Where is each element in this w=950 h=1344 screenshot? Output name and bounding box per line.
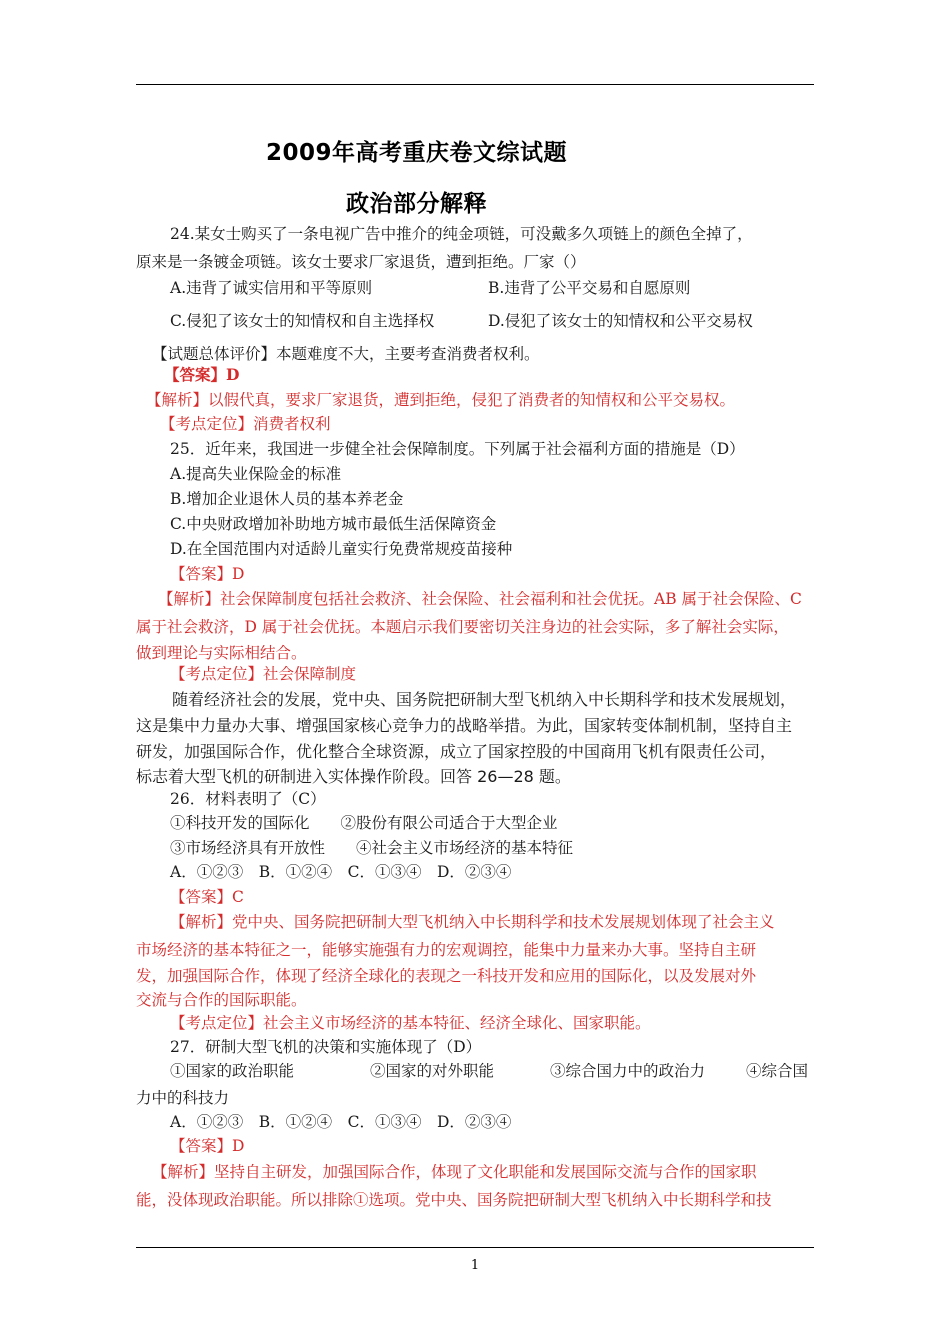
q27-analysis-line2: 能，没体现政治职能。所以排除①选项。党中央、国务院把研制大型飞机纳入中长期科学和技	[136, 1191, 772, 1209]
q26-analysis-line3: 发，加强国际合作，体现了经济全球化的表现之一科技开发和应用的国际化，以及发展对外	[136, 967, 757, 985]
q25-option-d: D.在全国范围内对适龄儿童实行免费常规疫苗接种	[170, 540, 513, 558]
page-subtitle: 政治部分解释	[346, 191, 487, 217]
q27-analysis-line1: 【解析】坚持自主研发，加强国际合作，体现了文化职能和发展国际交流与合作的国家职	[152, 1163, 757, 1181]
material-line1: 随着经济社会的发展，党中央、国务院把研制大型飞机纳入中长期科学和技术发展规划，	[172, 690, 797, 709]
q24-option-d: D.侵犯了该女士的知情权和公平交易权	[488, 312, 753, 330]
q24-option-b: B.违背了公平交易和自愿原则	[488, 279, 691, 297]
q26-options-34: ③市场经济具有开放性 ④社会主义市场经济的基本特征	[170, 839, 574, 857]
q27-option-1: ①国家的政治职能	[170, 1062, 295, 1080]
q27-option-4-cont: 力中的科技力	[136, 1089, 230, 1107]
q26-point: 【考点定位】社会主义市场经济的基本特征、经济全球化、国家职能。	[170, 1014, 651, 1032]
q24-option-c: C.侵犯了该女士的知情权和自主选择权	[170, 312, 435, 330]
q27-answer: 【答案】D	[170, 1137, 245, 1155]
q25-stem: 25．近年来，我国进一步健全社会保障制度。下列属于社会福利方面的措施是（D）	[170, 440, 745, 458]
q24-analysis: 【解析】以假代真，要求厂家退货，遭到拒绝，侵犯了消费者的知情权和公平交易权。	[146, 391, 736, 409]
q26-analysis-line4: 交流与合作的国际职能。	[136, 991, 307, 1009]
q26-analysis-line2: 市场经济的基本特征之一，能够实施强有力的宏观调控，能集中力量来办大事。坚持自主研	[136, 941, 757, 959]
q25-analysis-line3: 做到理论与实际相结合。	[136, 644, 307, 662]
material-line4: 标志着大型飞机的研制进入实体操作阶段。回答 26—28 题。	[136, 767, 571, 786]
page-number: 1	[470, 1258, 480, 1273]
q24-stem-line2: 原来是一条镀金项链。该女士要求厂家退货，遭到拒绝。厂家（）	[136, 253, 586, 271]
footer-rule	[136, 1247, 814, 1248]
q24-answer: 【答案】D	[164, 365, 240, 384]
q26-answer: 【答案】C	[170, 888, 244, 906]
q26-options-12: ①科技开发的国际化 ②股份有限公司适合于大型企业	[170, 814, 558, 832]
material-line3: 研发，加强国际合作，优化整合全球资源，成立了国家控股的中国商用飞机有限责任公司，	[136, 742, 777, 761]
q26-analysis-line1: 【解析】党中央、国务院把研制大型飞机纳入中长期科学和技术发展规划体现了社会主义	[170, 913, 775, 931]
q25-option-b: B.增加企业退休人员的基本养老金	[170, 490, 404, 508]
q26-choices: A．①②③ B．①②④ C．①③④ D．②③④	[170, 863, 512, 881]
page-title: 2009年高考重庆卷文综试题	[266, 140, 568, 166]
material-line2: 这是集中力量办大事、增强国家核心竞争力的战略举措。为此，国家转变体制机制，坚持自主	[136, 716, 793, 735]
q24-point: 【考点定位】消费者权利	[160, 415, 331, 433]
q24-evaluation: 【试题总体评价】本题难度不大，主要考查消费者权利。	[152, 345, 540, 363]
q27-option-3: ③综合国力中的政治力	[550, 1062, 706, 1080]
q27-option-4: ④综合国	[746, 1062, 809, 1080]
q24-stem-line1: 24.某女士购买了一条电视广告中推介的纯金项链，可没戴多久项链上的颜色全掉了，	[170, 225, 753, 243]
q25-analysis-line2: 属于社会救济，D 属于社会优抚。本题启示我们要密切关注身边的社会实际，多了解社会实际，	[136, 618, 789, 636]
q27-choices: A．①②③ B．①②④ C．①③④ D．②③④	[170, 1113, 512, 1131]
q25-answer: 【答案】D	[170, 565, 245, 583]
q25-point: 【考点定位】社会保障制度	[170, 665, 357, 683]
q26-stem: 26．材料表明了（C）	[170, 790, 326, 808]
q24-option-a: A.违背了诚实信用和平等原则	[170, 279, 373, 297]
q25-option-a: A.提高失业保险金的标准	[170, 465, 342, 483]
q25-analysis-line1: 【解析】社会保障制度包括社会救济、社会保险、社会福利和社会优抚。AB 属于社会保险、C	[158, 590, 802, 608]
q27-option-2: ②国家的对外职能	[370, 1062, 495, 1080]
header-rule	[136, 84, 814, 85]
q25-option-c: C.中央财政增加补助地方城市最低生活保障资金	[170, 515, 497, 533]
q27-stem: 27．研制大型飞机的决策和实施体现了（D）	[170, 1038, 482, 1056]
